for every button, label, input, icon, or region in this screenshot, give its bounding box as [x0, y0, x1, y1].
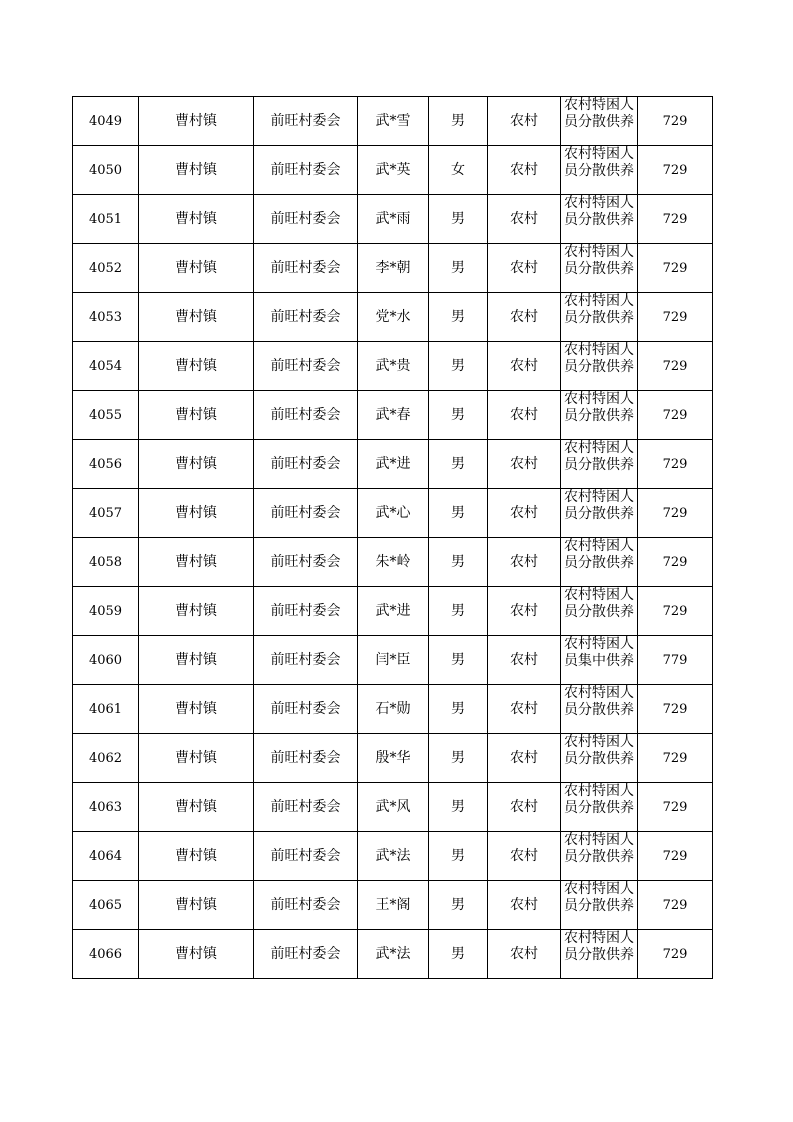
- table-row: [73, 881, 713, 930]
- cell-area-type: 农村: [488, 783, 561, 832]
- support-category-text: 农村特困人员分散供养: [564, 587, 634, 620]
- support-category-text: 农村特困人员分散供养: [564, 832, 634, 865]
- cell-gender: 男: [429, 881, 488, 930]
- cell-person-name: 石*勋: [358, 685, 429, 734]
- cell-gender: 男: [429, 293, 488, 342]
- cell-gender: 男: [429, 587, 488, 636]
- cell-support-category: [561, 146, 638, 195]
- table-row: [73, 930, 713, 979]
- cell-serial-number: 4053: [73, 293, 139, 342]
- cell-support-category: [561, 489, 638, 538]
- cell-village: 前旺村委会: [254, 489, 358, 538]
- cell-town: 曹村镇: [139, 783, 254, 832]
- support-category-text: 农村特困人员分散供养: [564, 146, 634, 179]
- cell-area-type: 农村: [488, 930, 561, 979]
- cell-village: 前旺村委会: [254, 440, 358, 489]
- cell-support-category: [561, 195, 638, 244]
- cell-gender: 男: [429, 636, 488, 685]
- cell-amount: 729: [638, 734, 713, 783]
- cell-support-category: [561, 391, 638, 440]
- table-row: [73, 783, 713, 832]
- cell-town: 曹村镇: [139, 636, 254, 685]
- cell-person-name: 武*雨: [358, 195, 429, 244]
- cell-village: 前旺村委会: [254, 930, 358, 979]
- cell-area-type: 农村: [488, 538, 561, 587]
- cell-person-name: 朱*岭: [358, 538, 429, 587]
- cell-town: 曹村镇: [139, 146, 254, 195]
- cell-support-category: [561, 685, 638, 734]
- support-category-text: 农村特困人员分散供养: [564, 293, 634, 326]
- cell-serial-number: 4049: [73, 97, 139, 146]
- cell-area-type: 农村: [488, 685, 561, 734]
- table-row: [73, 685, 713, 734]
- cell-area-type: 农村: [488, 391, 561, 440]
- cell-serial-number: 4055: [73, 391, 139, 440]
- cell-gender: 男: [429, 538, 488, 587]
- cell-amount: 729: [638, 783, 713, 832]
- cell-village: 前旺村委会: [254, 244, 358, 293]
- table-row: [73, 244, 713, 293]
- cell-amount: 729: [638, 538, 713, 587]
- cell-person-name: 武*进: [358, 587, 429, 636]
- cell-town: 曹村镇: [139, 342, 254, 391]
- cell-village: 前旺村委会: [254, 832, 358, 881]
- cell-gender: 男: [429, 97, 488, 146]
- cell-serial-number: 4052: [73, 244, 139, 293]
- cell-amount: 729: [638, 489, 713, 538]
- cell-town: 曹村镇: [139, 440, 254, 489]
- cell-support-category: [561, 440, 638, 489]
- cell-person-name: 武*法: [358, 832, 429, 881]
- cell-person-name: 武*心: [358, 489, 429, 538]
- cell-support-category: [561, 832, 638, 881]
- cell-town: 曹村镇: [139, 391, 254, 440]
- cell-town: 曹村镇: [139, 293, 254, 342]
- support-category-text: 农村特困人员分散供养: [564, 734, 634, 767]
- table-row: [73, 293, 713, 342]
- cell-village: 前旺村委会: [254, 538, 358, 587]
- table-row: [73, 342, 713, 391]
- cell-village: 前旺村委会: [254, 97, 358, 146]
- cell-village: 前旺村委会: [254, 734, 358, 783]
- table-row: [73, 146, 713, 195]
- cell-area-type: 农村: [488, 636, 561, 685]
- cell-area-type: 农村: [488, 881, 561, 930]
- cell-amount: 729: [638, 881, 713, 930]
- cell-area-type: 农村: [488, 440, 561, 489]
- support-category-text: 农村特困人员分散供养: [564, 538, 634, 571]
- cell-town: 曹村镇: [139, 244, 254, 293]
- cell-village: 前旺村委会: [254, 391, 358, 440]
- support-category-text: 农村特困人员分散供养: [564, 489, 634, 522]
- table-row: [73, 440, 713, 489]
- cell-support-category: [561, 636, 638, 685]
- cell-area-type: 农村: [488, 832, 561, 881]
- cell-village: 前旺村委会: [254, 881, 358, 930]
- cell-person-name: 党*水: [358, 293, 429, 342]
- cell-amount: 729: [638, 930, 713, 979]
- cell-person-name: 殷*华: [358, 734, 429, 783]
- cell-amount: 729: [638, 195, 713, 244]
- cell-area-type: 农村: [488, 734, 561, 783]
- cell-town: 曹村镇: [139, 832, 254, 881]
- cell-village: 前旺村委会: [254, 342, 358, 391]
- cell-area-type: 农村: [488, 342, 561, 391]
- cell-area-type: 农村: [488, 97, 561, 146]
- cell-amount: 779: [638, 636, 713, 685]
- support-category-text: 农村特困人员分散供养: [564, 685, 634, 718]
- cell-village: 前旺村委会: [254, 685, 358, 734]
- cell-support-category: [561, 734, 638, 783]
- cell-village: 前旺村委会: [254, 195, 358, 244]
- cell-amount: 729: [638, 832, 713, 881]
- cell-serial-number: 4061: [73, 685, 139, 734]
- cell-support-category: [561, 587, 638, 636]
- cell-person-name: 李*朝: [358, 244, 429, 293]
- cell-person-name: 武*英: [358, 146, 429, 195]
- cell-gender: 男: [429, 391, 488, 440]
- cell-person-name: 王*阁: [358, 881, 429, 930]
- cell-gender: 男: [429, 930, 488, 979]
- table-row: [73, 538, 713, 587]
- cell-town: 曹村镇: [139, 195, 254, 244]
- cell-village: 前旺村委会: [254, 293, 358, 342]
- cell-serial-number: 4066: [73, 930, 139, 979]
- cell-village: 前旺村委会: [254, 636, 358, 685]
- cell-serial-number: 4063: [73, 783, 139, 832]
- cell-amount: 729: [638, 97, 713, 146]
- cell-support-category: [561, 930, 638, 979]
- cell-serial-number: 4060: [73, 636, 139, 685]
- cell-town: 曹村镇: [139, 734, 254, 783]
- relief-roster-table: [72, 96, 713, 979]
- cell-area-type: 农村: [488, 244, 561, 293]
- cell-town: 曹村镇: [139, 881, 254, 930]
- cell-person-name: 武*贵: [358, 342, 429, 391]
- cell-person-name: 武*进: [358, 440, 429, 489]
- support-category-text: 农村特困人员分散供养: [564, 244, 634, 277]
- cell-person-name: 闫*臣: [358, 636, 429, 685]
- cell-serial-number: 4065: [73, 881, 139, 930]
- support-category-text: 农村特困人员分散供养: [564, 195, 634, 228]
- cell-serial-number: 4050: [73, 146, 139, 195]
- cell-support-category: [561, 783, 638, 832]
- cell-gender: 女: [429, 146, 488, 195]
- cell-serial-number: 4054: [73, 342, 139, 391]
- cell-amount: 729: [638, 342, 713, 391]
- support-category-text: 农村特困人员分散供养: [564, 97, 634, 130]
- cell-gender: 男: [429, 440, 488, 489]
- cell-area-type: 农村: [488, 293, 561, 342]
- cell-gender: 男: [429, 734, 488, 783]
- support-category-text: 农村特困人员分散供养: [564, 342, 634, 375]
- table-row: [73, 734, 713, 783]
- support-category-text: 农村特困人员分散供养: [564, 930, 634, 963]
- cell-serial-number: 4056: [73, 440, 139, 489]
- cell-village: 前旺村委会: [254, 587, 358, 636]
- support-category-text: 农村特困人员分散供养: [564, 881, 634, 914]
- cell-area-type: 农村: [488, 587, 561, 636]
- table-row: [73, 636, 713, 685]
- cell-town: 曹村镇: [139, 489, 254, 538]
- cell-amount: 729: [638, 146, 713, 195]
- cell-serial-number: 4059: [73, 587, 139, 636]
- table-row: [73, 832, 713, 881]
- cell-support-category: [561, 293, 638, 342]
- cell-village: 前旺村委会: [254, 783, 358, 832]
- cell-town: 曹村镇: [139, 930, 254, 979]
- cell-gender: 男: [429, 832, 488, 881]
- cell-support-category: [561, 97, 638, 146]
- cell-town: 曹村镇: [139, 97, 254, 146]
- cell-gender: 男: [429, 195, 488, 244]
- support-category-text: 农村特困人员集中供养: [564, 636, 634, 669]
- table-row: [73, 195, 713, 244]
- cell-amount: 729: [638, 293, 713, 342]
- table-row: [73, 97, 713, 146]
- cell-person-name: 武*法: [358, 930, 429, 979]
- support-category-text: 农村特困人员分散供养: [564, 391, 634, 424]
- cell-person-name: 武*春: [358, 391, 429, 440]
- cell-town: 曹村镇: [139, 685, 254, 734]
- table-row: [73, 391, 713, 440]
- cell-gender: 男: [429, 244, 488, 293]
- cell-support-category: [561, 342, 638, 391]
- support-category-text: 农村特困人员分散供养: [564, 440, 634, 473]
- cell-support-category: [561, 881, 638, 930]
- cell-person-name: 武*雪: [358, 97, 429, 146]
- cell-person-name: 武*风: [358, 783, 429, 832]
- cell-gender: 男: [429, 342, 488, 391]
- cell-serial-number: 4051: [73, 195, 139, 244]
- cell-gender: 男: [429, 783, 488, 832]
- cell-serial-number: 4064: [73, 832, 139, 881]
- cell-area-type: 农村: [488, 146, 561, 195]
- cell-gender: 男: [429, 685, 488, 734]
- table-body: [73, 97, 713, 979]
- cell-amount: 729: [638, 685, 713, 734]
- cell-town: 曹村镇: [139, 587, 254, 636]
- cell-area-type: 农村: [488, 489, 561, 538]
- cell-amount: 729: [638, 440, 713, 489]
- cell-support-category: [561, 244, 638, 293]
- cell-serial-number: 4058: [73, 538, 139, 587]
- cell-gender: 男: [429, 489, 488, 538]
- table-row: [73, 489, 713, 538]
- cell-amount: 729: [638, 244, 713, 293]
- cell-support-category: [561, 538, 638, 587]
- table-row: [73, 587, 713, 636]
- cell-area-type: 农村: [488, 195, 561, 244]
- support-category-text: 农村特困人员分散供养: [564, 783, 634, 816]
- cell-serial-number: 4057: [73, 489, 139, 538]
- cell-village: 前旺村委会: [254, 146, 358, 195]
- cell-amount: 729: [638, 391, 713, 440]
- cell-serial-number: 4062: [73, 734, 139, 783]
- cell-amount: 729: [638, 587, 713, 636]
- cell-town: 曹村镇: [139, 538, 254, 587]
